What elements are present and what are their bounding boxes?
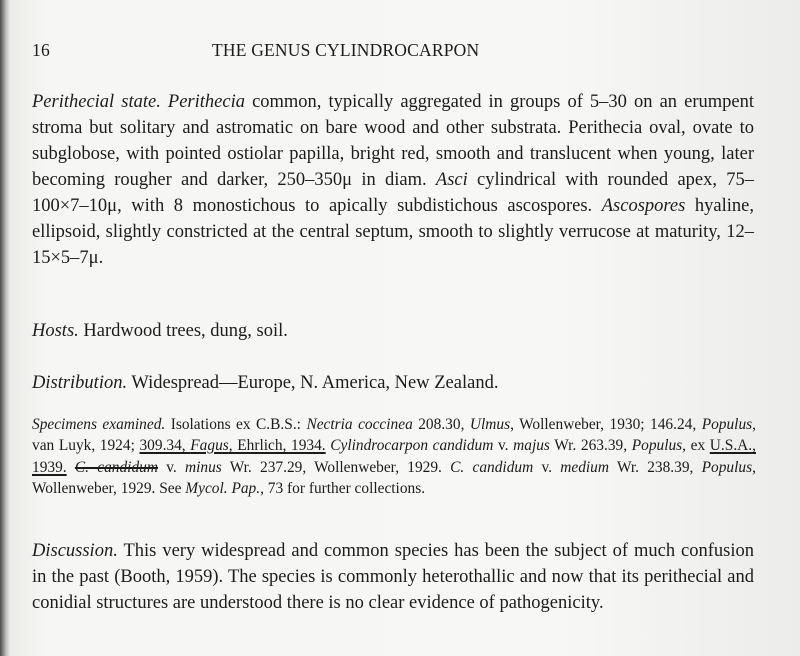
paragraph-text: , Wollenweber, 1930; 146.24, — [510, 416, 702, 433]
species-name: Nectria coccinea — [306, 416, 413, 433]
paragraph-text: , 73 for further collections. — [260, 480, 426, 498]
journal-name: Mycol. Pap. — [185, 480, 261, 498]
paragraph-text: , Wollenweber, 1929. See — [32, 458, 756, 498]
paragraph-text: v. — [533, 458, 561, 476]
underlined-text: , Ehrlich, 1934. — [228, 437, 326, 455]
page-number: 16 — [32, 40, 50, 60]
variety-name: majus — [513, 437, 550, 455]
discussion-paragraph — [32, 538, 754, 616]
italic-term: Perithecia — [167, 92, 245, 112]
paragraph-text: hyaline, ellipsoid, slightly constricted at the central septum, smooth to slightly verrucose at maturity, 12–15×5–7μ. — [32, 196, 755, 268]
perithecial-state-paragraph — [32, 89, 754, 271]
paragraph-text: Isolations ex C.B.S.: — [165, 416, 307, 433]
struck-species-name: C. candidum — [74, 458, 158, 476]
paragraph-text: Widespread—Europe, N. America, New Zealand. — [127, 373, 499, 393]
host-name: Fagus — [190, 437, 229, 455]
host-name: Populus — [701, 458, 753, 476]
paragraph-text: , ex — [682, 437, 710, 455]
underlined-text: 309.34, — [139, 437, 191, 455]
distribution-paragraph — [32, 370, 754, 396]
paragraph-text: Wr. 238.39, — [608, 458, 702, 476]
variety-name: medium — [560, 458, 609, 476]
paragraph-text: v. — [493, 437, 514, 455]
host-name: Ulmus — [469, 416, 511, 433]
paragraph-text: Wr. 263.39, — [549, 437, 632, 455]
section-label: Specimens examined. — [32, 416, 166, 433]
paragraph-text: 208.30, — [412, 416, 470, 433]
species-name: Cylindrocarpon candidum — [330, 437, 494, 455]
paragraph-text: This very widespread and common species has been the subject of much confusion in the past (Booth, 1959). The species is commonly heterothallic and now that its perithecial and conidial structures are understood there is no clear evidence of pathogenicity. — [32, 541, 754, 613]
species-name: C. candidum — [450, 458, 534, 476]
paragraph-text: Wr. 237.29, Wollenweber, 1929. — [221, 458, 451, 476]
underlined-text: U.S.A., 1939. — [32, 437, 756, 476]
host-name: Populus — [631, 437, 683, 455]
italic-term: Asci — [435, 170, 468, 190]
section-label: Perithecial state. — [32, 92, 161, 112]
section-label: Distribution. — [32, 373, 128, 393]
paragraph-text: common, typically aggregated in groups of 5–30 on an erumpent stroma but solitary and astromatic on bare wood and other substrata. Perithecia oval, ovate to subglobose, with pointed ostiolar papilla, bright red, smooth and translucent when young, later becoming rougher and darker, 250–350μ in diam. — [32, 92, 754, 190]
variety-name: minus — [184, 458, 222, 476]
paragraph-text: , van Luyk, 1924; — [32, 416, 756, 455]
hosts-paragraph — [32, 318, 754, 344]
specimens-examined-paragraph — [32, 414, 756, 500]
paragraph-text: Hardwood trees, dung, soil. — [78, 321, 288, 341]
section-label: Discussion. — [32, 541, 118, 561]
running-header — [32, 40, 772, 62]
host-name: Populus — [701, 416, 753, 433]
binding-shadow — [0, 0, 10, 656]
paragraph-text — [67, 459, 75, 476]
paragraph-text: v. — [157, 458, 185, 476]
italic-term: Ascospores — [601, 196, 686, 216]
paragraph-text: cylindrical with rounded apex, 75–100×7–10μ, with 8 monostichous to apically subdistichous ascospores. — [32, 170, 755, 216]
section-label: Hosts. — [32, 321, 79, 341]
running-title: THE GENUS CYLINDROCARPON — [212, 40, 480, 60]
